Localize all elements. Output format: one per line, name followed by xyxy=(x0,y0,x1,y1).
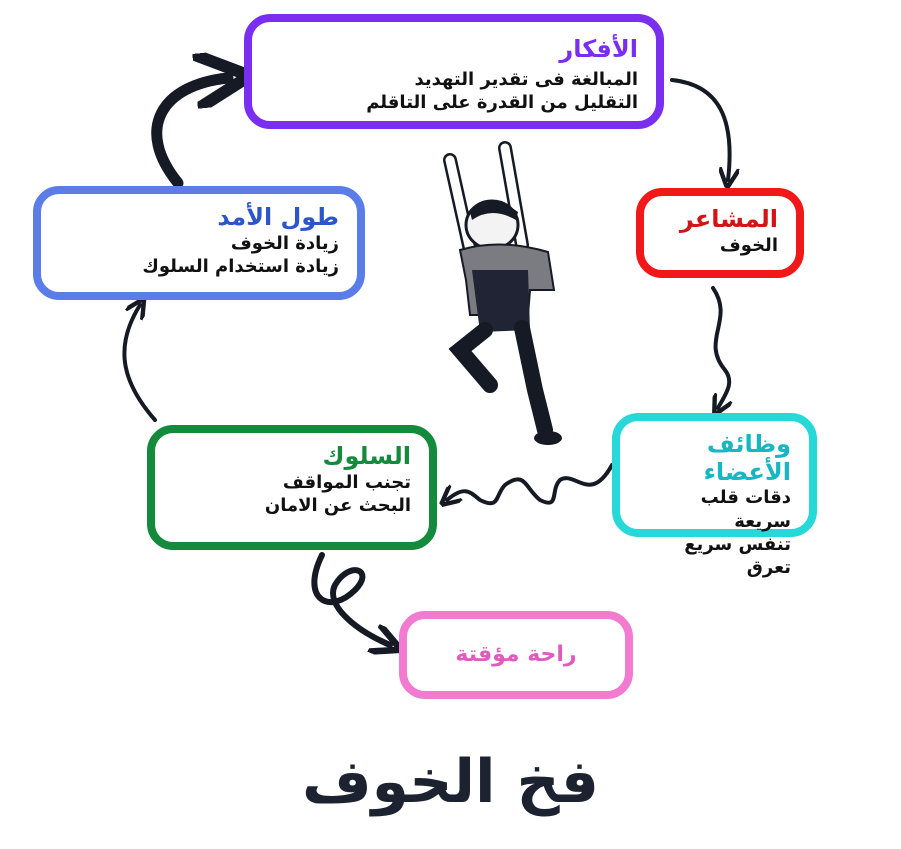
thoughts-line-2: التقليل من القدرة على التاقلم xyxy=(366,91,638,113)
arrow-feelings-to-body xyxy=(713,288,729,408)
arrow-thoughts-to-feelings xyxy=(672,80,730,180)
feelings-line-1: الخوف xyxy=(719,234,778,256)
behavior-title: السلوك xyxy=(322,442,411,470)
body-functions-line-1: دقات قلب سريعة xyxy=(700,487,791,532)
long-term-box xyxy=(33,186,365,300)
relief-title: راحة مؤقتة xyxy=(455,642,577,668)
temporary-relief-box xyxy=(399,611,633,699)
body-functions-line-2: تنفس سريع xyxy=(684,533,791,555)
diagram-title: فخ الخوف xyxy=(301,747,600,817)
long-term-line-2: زيادة استخدام السلوك xyxy=(142,255,339,277)
arrow-behavior-to-relief xyxy=(314,555,390,645)
thoughts-box xyxy=(244,14,664,129)
body-functions-title: وظائف الأعضاء xyxy=(703,430,791,486)
thoughts-lines xyxy=(366,68,638,115)
body-functions-box xyxy=(612,413,817,579)
arrow-body-to-behavior xyxy=(447,465,612,503)
thoughts-line-1: المبالغة فى تقدير التهديد xyxy=(414,68,638,90)
jumping-person-icon xyxy=(430,140,580,460)
long-term-title: طول الأمد xyxy=(217,203,339,231)
thoughts-title: الأفكار xyxy=(559,35,638,63)
arrow-longterm-to-thoughts xyxy=(157,78,228,183)
behavior-line-1: تجنب المواقف xyxy=(282,471,411,493)
long-term-line-1: زيادة الخوف xyxy=(230,232,339,254)
feelings-box xyxy=(636,188,804,278)
behavior-box xyxy=(147,425,437,550)
body-functions-line-3: تعرق xyxy=(746,557,791,579)
feelings-title: المشاعر xyxy=(679,205,778,233)
behavior-line-2: البحث عن الامان xyxy=(264,494,411,516)
arrow-behavior-to-longterm xyxy=(124,305,155,420)
